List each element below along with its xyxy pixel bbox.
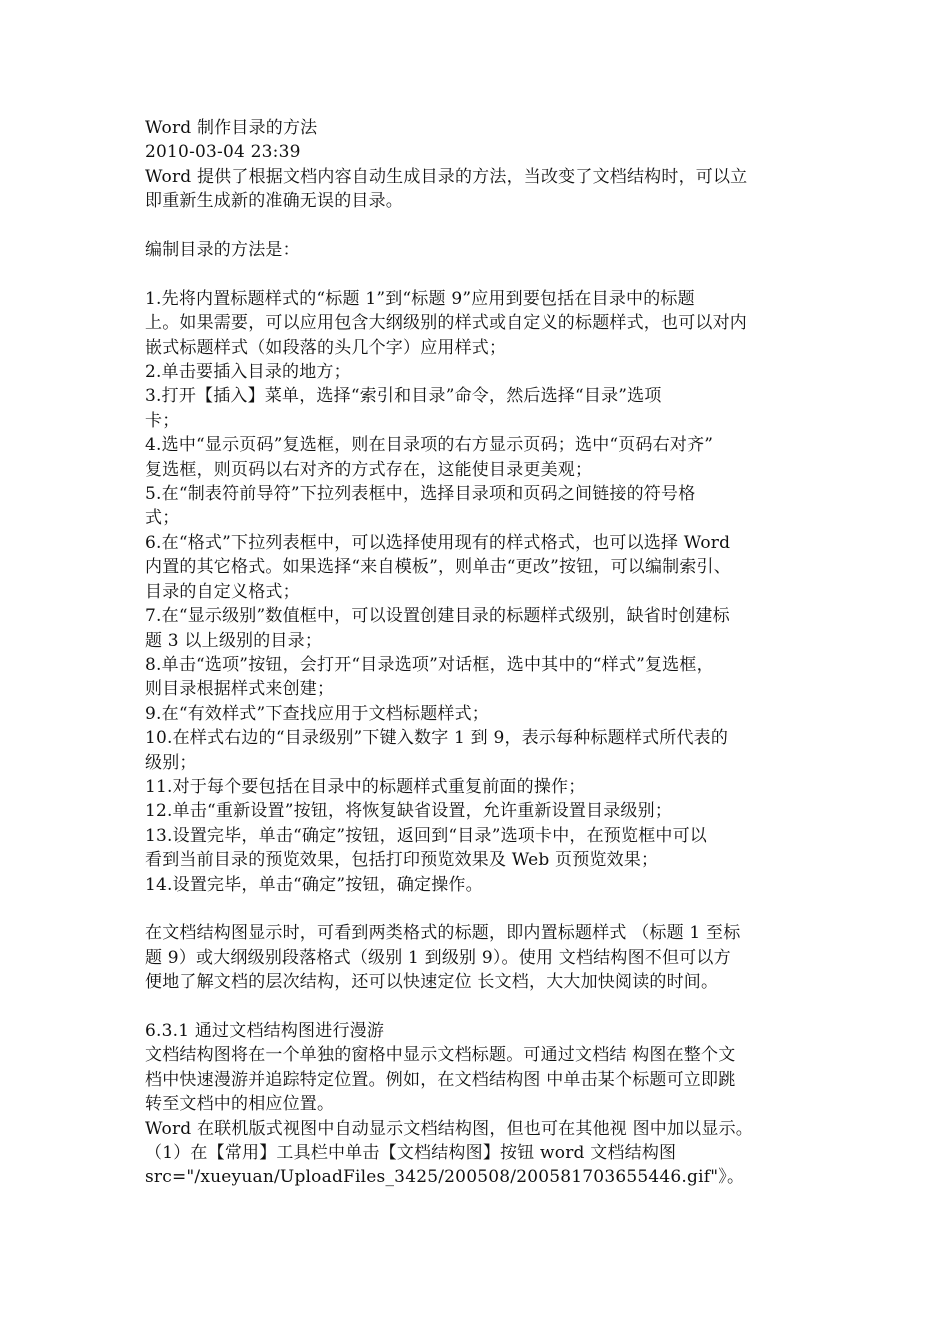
section-paragraph-line: （1）在【常用】工具栏中单击【文档结构图】按钮 word 文档结构图 [145,1143,677,1163]
paragraph-gap [145,995,813,1019]
method-heading: 编制目录的方法是： [145,240,300,261]
paragraph-gap [145,262,813,286]
step-line: 卡； [145,410,180,431]
step-line: 则目录根据样式来创建； [145,679,335,700]
step-line: 嵌式标题样式（如段落的头几个字）应用样式； [145,337,507,358]
step-line: 3.打开【插入】菜单，选择“索引和目录”命令，然后选择“目录”选项 [145,386,662,407]
step-line: 10.在样式右边的“目录级别”下键入数字 1 到 9，表示每种标题样式所代表的 [145,728,729,749]
step-line: 上。如果需要，可以应用包含大纲级别的样式或自定义的标题样式，也可以对内 [145,313,747,334]
section-paragraph-line: src="/xueyuan/UploadFiles_3425/200508/200581703655446.gif"》。 [145,1167,745,1188]
step-line: 看到当前目录的预览效果，包括打印预览效果及 Web 页预览效果； [145,850,659,871]
section-paragraph-line: Word 在联机版式视图中自动显示文档结构图，但也可在其他视 图中加以显示。 [145,1118,753,1139]
step-line: 11.对于每个要包括在目录中的标题样式重复前面的操作； [145,776,586,797]
step-line: 2.单击要插入目录的地方； [145,362,351,383]
section-paragraph-line: 档中快速漫游并追踪特定位置。例如，在文档结构图 中单击某个标题可立即跳 [145,1069,736,1090]
step-line: 题 3 以上级别的目录； [145,630,323,651]
step-line: 5.在“制表符前导符”下拉列表框中，选择目录项和页码之间链接的符号格 [145,484,696,505]
structure-paragraph-line: 便地了解文档的层次结构，还可以快速定位 长文档，大大加快阅读的时间。 [145,972,719,993]
section-paragraph-line: 转至文档中的相应位置。 [145,1094,335,1115]
structure-paragraph-line: 题 9）或大纲级别段落格式（级别 1 到级别 9）。使用 文档结构图不但可以方 [145,947,731,968]
structure-paragraph-line: 在文档结构图显示时，可看到两类格式的标题，即内置标题样式 （标题 1 至标 [145,923,741,944]
step-line: 7.在“显示级别”数值框中，可以设置创建目录的标题样式级别，缺省时创建标 [145,606,730,627]
step-line: 12.单击“重新设置”按钮，将恢复缺省设置，允许重新设置目录级别； [145,801,673,822]
step-line: 14.设置完毕，单击“确定”按钮，确定操作。 [145,874,483,895]
step-line: 9.在“有效样式”下查找应用于文档标题样式； [145,703,490,724]
step-line: 6.在“格式”下拉列表框中，可以选择使用现有的样式格式，也可以选择 Word [145,532,731,553]
paragraph-gap [145,214,813,238]
step-line: 8.单击“选项”按钮，会打开“目录选项”对话框，选中其中的“样式”复选框， [145,654,714,675]
document-title: Word 制作目录的方法 [145,118,318,138]
document-date: 2010-03-04 23:39 [145,142,301,163]
section-paragraph-line: 文档结构图将在一个单独的窗格中显示文档标题。可通过文档结 构图在整个文 [145,1045,736,1066]
intro-line: Word 提供了根据文档内容自动生成目录的方法，当改变了文档结构时，可以立 [145,166,748,187]
document-body [145,116,813,1190]
step-line: 1.先将内置标题样式的“标题 1”到“标题 9”应用到要包括在目录中的标题 [145,288,695,309]
step-line: 级别； [145,752,197,773]
intro-line: 即重新生成新的准确无误的目录。 [145,191,403,212]
section-heading: 6.3.1 通过文档结构图进行漫游 [145,1020,385,1041]
paragraph-gap [145,897,813,921]
step-line: 式； [145,508,180,529]
step-line: 内置的其它格式。如果选择“来自模板”，则单击“更改”按钮，可以编制索引、 [145,557,731,578]
step-line: 目录的自定义格式； [145,581,300,602]
step-line: 4.选中“显示页码”复选框，则在目录项的右方显示页码；选中“页码右对齐” [145,435,714,456]
step-line: 复选框，则页码以右对齐的方式存在，这能使目录更美观； [145,459,593,480]
step-line: 13.设置完毕，单击“确定”按钮，返回到“目录”选项卡中，在预览框中可以 [145,825,707,846]
